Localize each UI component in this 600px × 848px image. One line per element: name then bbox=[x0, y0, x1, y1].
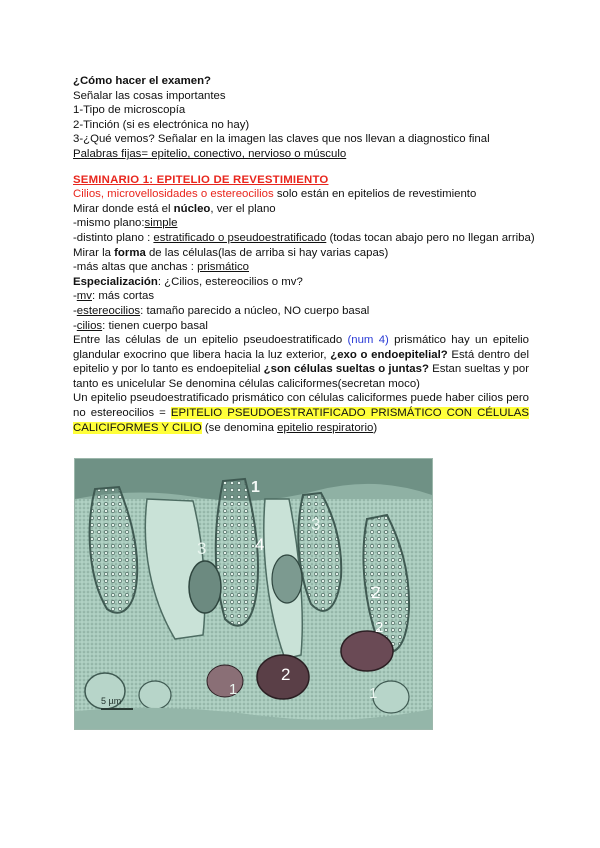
text-span: Mirar la bbox=[73, 246, 115, 259]
text-span: Un epitelio pseudoestratificado prismático con células caliciformes puede haber cilios pero no estereocilios = bbox=[73, 392, 529, 420]
text-span: -más altas que anchas : bbox=[73, 261, 198, 274]
figure-label: 1 bbox=[229, 681, 238, 698]
micrograph-figure bbox=[74, 458, 433, 730]
text-line bbox=[73, 260, 529, 275]
text-line bbox=[73, 202, 529, 217]
text-span: (se denomina bbox=[201, 421, 278, 434]
seminar-title: SEMINARIO 1: EPITELIO DE REVESTIMIENTO bbox=[73, 173, 329, 186]
text-span: - bbox=[73, 290, 77, 303]
figure-label: 4 bbox=[255, 535, 265, 554]
bold-text: ¿exo o endoepitelial? bbox=[330, 348, 448, 361]
text-span: solo están en epitelios de revestimiento bbox=[273, 188, 477, 201]
text-span: Entre las células de un epitelio pseudoestratificado bbox=[73, 334, 348, 347]
bold-text: Especialización bbox=[73, 275, 158, 288]
text-span: : tienen cuerpo basal bbox=[102, 319, 208, 332]
figure-label: 2 bbox=[375, 619, 384, 636]
underlined-text: simple bbox=[144, 217, 178, 230]
bold-text: núcleo bbox=[173, 202, 211, 215]
text-line bbox=[73, 319, 529, 334]
underlined-text: epitelio respiratorio bbox=[277, 421, 374, 434]
underlined-text: mv bbox=[76, 290, 92, 303]
text-span: Estan sueltas y por tanto es unicelular Se denomina células caliciformes(secretan moco) bbox=[73, 363, 529, 390]
figure-label: 3 bbox=[311, 515, 321, 534]
figure-label: 3 bbox=[197, 539, 207, 558]
bold-text: ¿son células sueltas o juntas? bbox=[263, 363, 429, 376]
text-span: de las células(las de arriba si hay varias capas) bbox=[145, 246, 389, 259]
figure-label: 2 bbox=[371, 583, 381, 602]
text-line bbox=[73, 275, 529, 290]
text-line bbox=[73, 187, 529, 202]
highlighted-text: EPITELIO PSEUDOESTRATIFICADO PRISMÁTICO CON CÉLULAS CALICIFORMES Y CILIO bbox=[73, 407, 529, 434]
text-span: Está dentro del epitelio y por lo tanto es endoepitelial bbox=[73, 348, 529, 376]
text-span: : ¿Cilios, estereocilios o mv? bbox=[157, 275, 303, 288]
underlined-text: estratificado o pseudoestratificado bbox=[153, 231, 327, 244]
text-span: -distinto plano : bbox=[73, 231, 154, 244]
text-span: (todas tocan abajo pero no llegan arriba) bbox=[326, 231, 535, 244]
intro-line: 1-Tipo de microscopía bbox=[73, 104, 186, 117]
text-span: prismático hay un epitelio glandular exocrino que libera hacia la luz exterior, bbox=[73, 334, 529, 361]
text-line bbox=[73, 216, 529, 231]
underlined-text: cilios bbox=[76, 319, 103, 332]
document-page bbox=[73, 74, 535, 435]
paragraph-conclusion bbox=[73, 391, 529, 435]
figure-label: 1 bbox=[251, 479, 260, 496]
text-line bbox=[73, 246, 529, 261]
text-span: Mirar donde está el bbox=[73, 202, 174, 215]
intro-line: Señalar las cosas importantes bbox=[73, 89, 226, 102]
text-line bbox=[73, 231, 535, 246]
text-span: , ver el plano bbox=[210, 202, 276, 215]
text-span: - bbox=[73, 319, 77, 332]
red-text: Cilios, microvellosidades o estereocilios bbox=[73, 188, 274, 201]
underlined-text: estereocilios bbox=[76, 304, 141, 317]
intro-line: 3-¿Qué vemos? Señalar en la imagen las claves que nos llevan a diagnostico final bbox=[73, 133, 490, 146]
bold-text: forma bbox=[114, 246, 146, 259]
paragraph-goblet-cells bbox=[73, 333, 529, 391]
underlined-text: prismático bbox=[197, 261, 250, 274]
text-span: - bbox=[73, 304, 77, 317]
blue-text: (num 4) bbox=[347, 334, 389, 347]
fixed-words: Palabras fijas= epitelio, conectivo, nervioso o músculo bbox=[73, 147, 347, 160]
scale-label: 5 µm bbox=[101, 696, 122, 706]
intro-line: 2-Tinción (si es electrónica no hay) bbox=[73, 118, 250, 131]
text-line bbox=[73, 304, 529, 319]
text-span: : más cortas bbox=[91, 290, 155, 303]
text-span: : tamaño parecido a núcleo, NO cuerpo basal bbox=[140, 304, 370, 317]
exam-question: ¿Cómo hacer el examen? bbox=[73, 75, 212, 87]
text-span: -mismo plano: bbox=[73, 217, 145, 230]
figure-label: 2 bbox=[281, 665, 291, 684]
text-span: ) bbox=[373, 421, 378, 434]
figure-label: 1 bbox=[369, 685, 378, 702]
text-line bbox=[73, 289, 529, 304]
